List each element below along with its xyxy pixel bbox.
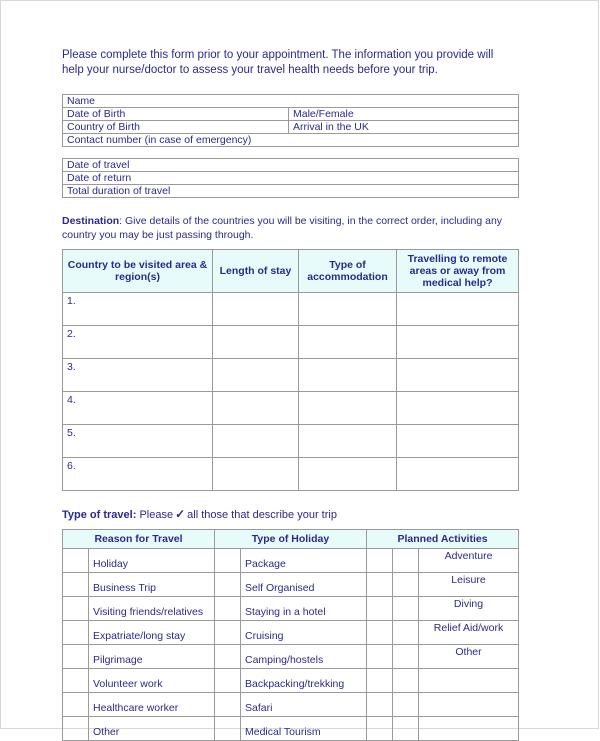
checkbox-cell-activity[interactable] [367,693,393,717]
checkbox-cell-reason[interactable] [63,717,89,741]
destination-accommodation-cell[interactable] [299,425,397,458]
table-row [63,717,519,741]
table-row [63,108,519,121]
destination-length-cell[interactable] [213,392,299,425]
checkbox-cell-activity[interactable] [367,621,393,645]
destination-length-cell[interactable] [213,293,299,326]
destination-row-number[interactable]: 1. [63,293,213,326]
reason-label[interactable]: Healthcare worker [89,693,215,717]
holiday-label[interactable]: Safari [241,693,367,717]
destination-note-text: : Give details of the countries you will be visiting, in the correct order, including any country you may be just passing through. [62,215,503,241]
table-row [63,134,519,147]
destination-accommodation-cell[interactable] [299,359,397,392]
table-header-row [63,530,519,549]
destination-remote-cell[interactable] [397,359,519,392]
type-of-travel-table-body [63,549,519,741]
type-of-travel-instructions [62,507,518,522]
destination-row-number[interactable]: 5. [63,425,213,458]
destination-remote-cell[interactable] [397,425,519,458]
field-label-country-of-birth[interactable]: Country of Birth [63,121,289,134]
destination-length-cell[interactable] [213,359,299,392]
activity-label[interactable]: Other [419,645,519,669]
table-row [63,359,519,392]
destination-table-body [63,293,519,491]
destination-accommodation-cell[interactable] [299,458,397,491]
table-row [63,172,519,185]
table-row [63,669,519,693]
field-label-date-of-birth[interactable]: Date of Birth [63,108,289,121]
table-row [63,95,519,108]
type-of-travel-note-after: all those that describe your trip [187,509,337,521]
checkbox-cell-reason[interactable] [63,597,89,621]
destination-length-cell[interactable] [213,425,299,458]
activity-label[interactable]: Leisure [419,573,519,597]
activity-label[interactable]: Diving [419,597,519,621]
activity-label[interactable]: Adventure [419,549,519,573]
reason-label[interactable]: Expatriate/long stay [89,621,215,645]
destination-remote-cell[interactable] [397,293,519,326]
checkbox-cell-activity[interactable] [367,597,393,621]
destination-length-cell[interactable] [213,326,299,359]
destination-accommodation-cell[interactable] [299,293,397,326]
checkbox-cell-activity-secondary[interactable] [393,645,419,669]
holiday-label[interactable]: Camping/hostels [241,645,367,669]
checkbox-cell-activity[interactable] [367,645,393,669]
destination-table-head [63,250,519,293]
type-of-travel-heading: Type of travel: [62,509,137,521]
table-row [63,185,519,198]
reason-label[interactable]: Other [89,717,215,741]
checkbox-cell-activity-secondary[interactable] [393,597,419,621]
type-of-travel-note-before: Please [139,509,174,521]
holiday-label[interactable]: Staying in a hotel [241,597,367,621]
checkbox-cell-reason[interactable] [63,669,89,693]
table-row [63,549,519,573]
column-header-country: Country to be visited area & region(s) [63,250,213,293]
holiday-label[interactable]: Backpacking/trekking [241,669,367,693]
type-of-travel-table [62,529,519,741]
column-header-type-of-holiday: Type of Holiday [215,530,367,549]
column-header-remote-areas: Travelling to remote areas or away from medical help? [397,250,519,293]
checkbox-cell-activity[interactable] [367,669,393,693]
intro-paragraph: Please complete this form prior to your appointment. The information you provide will help your nurse/doctor to assess your travel health needs before your trip. [62,49,494,76]
type-of-travel-table-head [63,530,519,549]
table-row [63,326,519,359]
destination-accommodation-cell[interactable] [299,392,397,425]
table-row [63,645,519,669]
checkbox-cell-reason[interactable] [63,549,89,573]
table-row [63,425,519,458]
table-row [63,458,519,491]
checkbox-cell-activity-secondary[interactable] [393,549,419,573]
field-label-contact-number[interactable]: Contact number (in case of emergency) [63,134,519,147]
activity-label[interactable] [419,717,519,741]
checkbox-cell-activity[interactable] [367,717,393,741]
holiday-label[interactable]: Package [241,549,367,573]
field-label-name[interactable]: Name [63,95,519,108]
checkbox-cell-activity-secondary[interactable] [393,621,419,645]
check-icon: ✓ [175,507,186,521]
checkbox-cell-holiday[interactable] [215,645,241,669]
reason-label[interactable]: Business Trip [89,573,215,597]
destination-remote-cell[interactable] [397,326,519,359]
reason-label[interactable]: Pilgrimage [89,645,215,669]
activity-label[interactable] [419,693,519,717]
form-content [62,0,518,741]
checkbox-cell-holiday[interactable] [215,621,241,645]
field-label-date-of-travel[interactable]: Date of travel [63,159,519,172]
field-label-sex[interactable]: Male/Female [289,108,519,121]
checkbox-cell-activity[interactable] [367,549,393,573]
destination-row-number[interactable]: 4. [63,392,213,425]
table-row [63,621,519,645]
travel-dates-table [62,158,519,198]
holiday-label[interactable]: Medical Tourism [241,717,367,741]
field-label-date-of-return[interactable]: Date of return [63,172,519,185]
reason-label[interactable]: Holiday [89,549,215,573]
field-label-arrival-in-uk[interactable]: Arrival in the UK [289,121,519,134]
checkbox-cell-activity-secondary[interactable] [393,717,419,741]
checkbox-cell-reason[interactable] [63,645,89,669]
table-row [63,573,519,597]
checkbox-cell-holiday[interactable] [215,669,241,693]
destination-row-number[interactable]: 2. [63,326,213,359]
checkbox-cell-activity[interactable] [367,573,393,597]
table-row [63,693,519,717]
destination-remote-cell[interactable] [397,458,519,491]
checkbox-cell-holiday[interactable] [215,549,241,573]
activity-label[interactable]: Relief Aid/work [419,621,519,645]
table-row [63,159,519,172]
checkbox-cell-holiday[interactable] [215,717,241,741]
field-label-total-duration[interactable]: Total duration of travel [63,185,519,198]
destination-accommodation-cell[interactable] [299,326,397,359]
destination-row-number[interactable]: 3. [63,359,213,392]
destination-length-cell[interactable] [213,458,299,491]
reason-label[interactable]: Visiting friends/relatives [89,597,215,621]
travel-dates-body [63,159,519,198]
activity-label[interactable] [419,669,519,693]
checkbox-cell-holiday[interactable] [215,693,241,717]
checkbox-cell-holiday[interactable] [215,573,241,597]
holiday-label[interactable]: Self Organised [241,573,367,597]
column-header-length-of-stay: Length of stay [213,250,299,293]
table-row [63,597,519,621]
personal-details-body [63,95,519,147]
table-row [63,293,519,326]
checkbox-cell-reason[interactable] [63,693,89,717]
table-header-row [63,250,519,293]
column-header-accommodation: Type of accommodation [299,250,397,293]
destination-table [62,249,519,491]
column-header-reason-for-travel: Reason for Travel [63,530,215,549]
column-header-planned-activities: Planned Activities [367,530,519,549]
checkbox-cell-reason[interactable] [63,573,89,597]
checkbox-cell-activity-secondary[interactable] [393,573,419,597]
checkbox-cell-activity-secondary[interactable] [393,693,419,717]
destination-row-number[interactable]: 6. [63,458,213,491]
checkbox-cell-activity-secondary[interactable] [393,669,419,693]
table-row [63,121,519,134]
destination-remote-cell[interactable] [397,392,519,425]
personal-details-table [62,94,519,147]
holiday-label[interactable]: Cruising [241,621,367,645]
checkbox-cell-reason[interactable] [63,621,89,645]
table-row [63,392,519,425]
checkbox-cell-holiday[interactable] [215,597,241,621]
destination-heading: Destination [62,215,120,227]
reason-label[interactable]: Volunteer work [89,669,215,693]
destination-instructions [62,215,514,242]
